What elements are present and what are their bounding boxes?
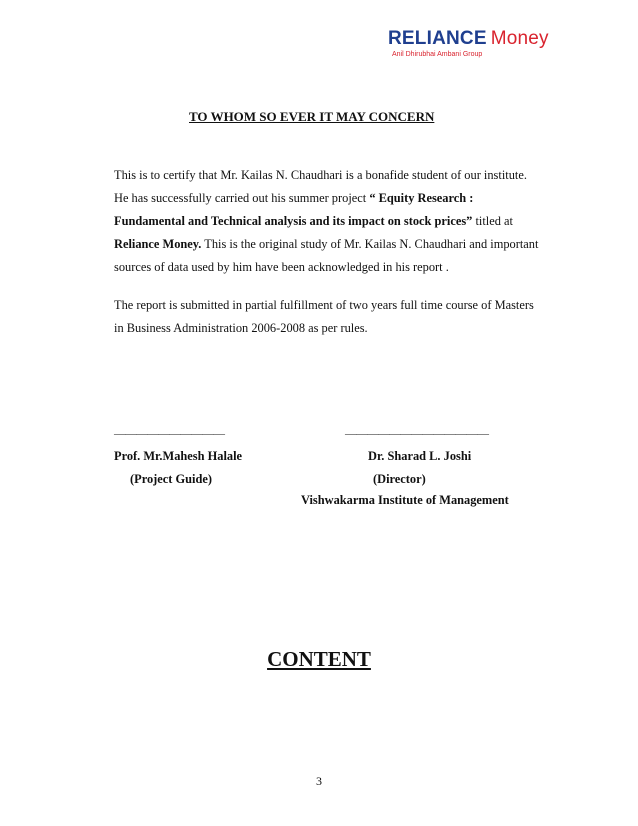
- company-name: Reliance Money.: [114, 237, 202, 251]
- left-signature-line: ——————————: [114, 426, 224, 440]
- project-title: “ Equity Research : Fundamental and Technical analysis and its impact on stock prices”: [114, 191, 474, 228]
- right-signature-line: —————————————: [345, 426, 488, 440]
- para1-text-1: This is to certify that Mr. Kailas N. Chaudhari is a bonafide student of our institute. He has successfully carried out his summer project: [114, 168, 527, 205]
- guide-name: Prof. Mr.Mahesh Halale: [114, 449, 243, 463]
- para1-text-2: titled at: [472, 214, 513, 228]
- logo-product: Money: [490, 28, 549, 49]
- submission-paragraph: The report is submitted in partial fulfillment of two years full time course of Masters in Business Administration 2006-2008 as per rules.: [114, 298, 534, 335]
- page-number: 3: [316, 774, 322, 788]
- institute-name: Vishwakarma Institute of Management: [301, 493, 509, 507]
- certificate-paragraph: [114, 164, 544, 279]
- page-heading: TO WHOM SO EVER IT MAY CONCERN: [189, 109, 435, 124]
- guide-role: (Project Guide): [130, 472, 213, 486]
- director-name: Dr. Sharad L. Joshi: [368, 449, 472, 463]
- logo-brand: RELIANCE: [388, 28, 487, 49]
- director-role: (Director): [373, 472, 426, 486]
- logo-tagline: Anil Dhirubhai Ambani Group: [392, 51, 483, 58]
- logo-wordmark: [388, 28, 549, 50]
- reliance-money-logo: [388, 28, 568, 68]
- content-heading: CONTENT: [267, 647, 371, 671]
- para1-text-3: This is the original study of Mr. Kailas N. Chaudhari and important sources of data used by him have been acknowledged in his report .: [114, 237, 539, 274]
